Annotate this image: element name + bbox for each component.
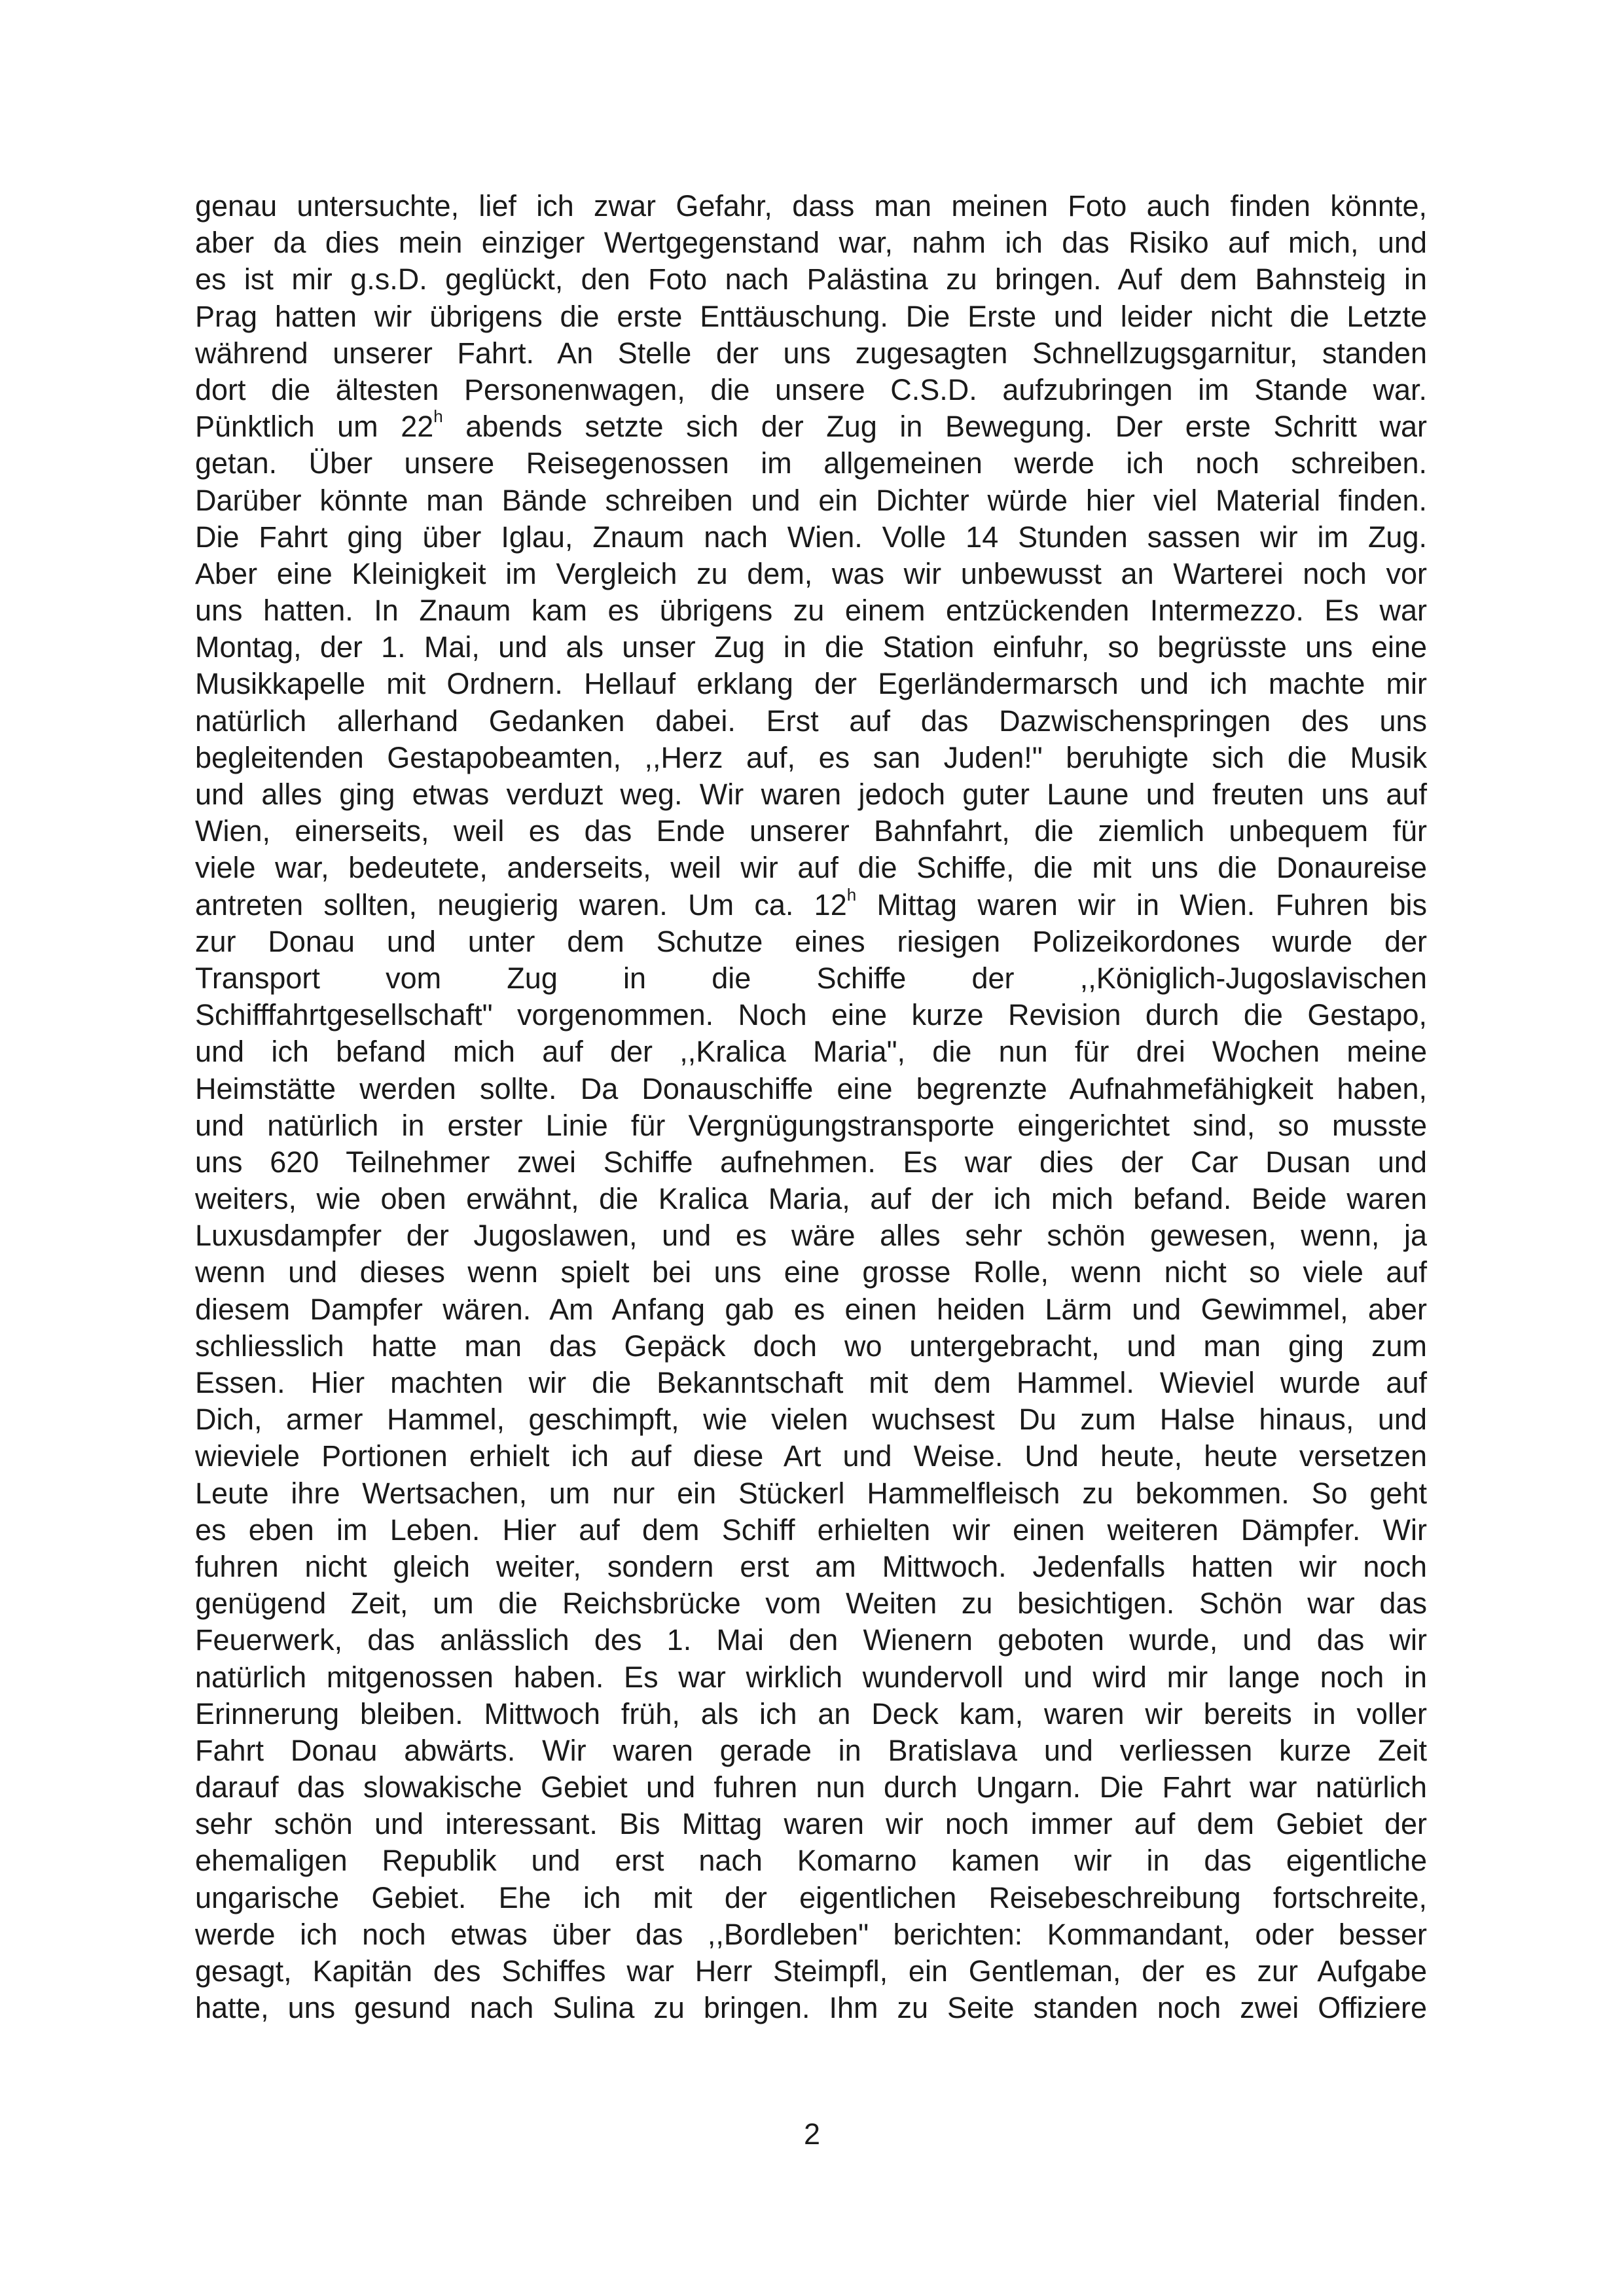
body-text (195, 188, 1427, 2026)
text-line: schliesslich hatte man das Gepäck doch wo untergebracht, und man ging zum (195, 1329, 1427, 1363)
text-line: Aber eine Kleinigkeit im Vergleich zu dem, was wir unbewusst an Warterei noch vor (195, 556, 1427, 590)
text-line: uns hatten. In Znaum kam es übrigens zu einem entzückenden Intermezzo. Es war (195, 594, 1427, 628)
text-line (195, 408, 1427, 445)
text-segment: Pünktlich um 22 (195, 410, 434, 444)
text-line: Fahrt Donau abwärts. Wir waren gerade in Bratislava und verliessen kurze Zeit (195, 1733, 1427, 1767)
text-line: dort die ältesten Personenwagen, die unsere C.S.D. aufzubringen im Stande war. (195, 372, 1427, 406)
text-line: Montag, der 1. Mai, und als unser Zug in die Station einfuhr, so begrüsste uns eine (195, 630, 1427, 664)
text-line: natürlich mitgenossen haben. Es war wirklich wundervoll und wird mir lange noch in (195, 1660, 1427, 1694)
text-line: begleitenden Gestapobeamten, ,,Herz auf, es san Juden!" beruhigte sich die Musik (195, 740, 1427, 774)
text-line: genügend Zeit, um die Reichsbrücke vom Weiten zu besichtigen. Schön war das (195, 1587, 1427, 1621)
text-line: Darüber könnte man Bände schreiben und ein Dichter würde hier viel Material finden. (195, 483, 1427, 517)
text-line: Musikkapelle mit Ordnern. Hellauf erklang der Egerländermarsch und ich machte mir (195, 667, 1427, 701)
text-line: Feuerwerk, das anlässlich des 1. Mai den Wienern geboten wurde, und das wir (195, 1623, 1427, 1657)
text-line: Die Fahrt ging über Iglau, Znaum nach Wien. Volle 14 Stunden sassen wir im Zug. (195, 520, 1427, 554)
text-line (195, 884, 1427, 924)
text-segment: Mittag waren wir in Wien. Fuhren bis (856, 888, 1427, 922)
text-line: Schifffahrtgesellschaft" vorgenommen. Noch eine kurze Revision durch die Gestapo, (195, 998, 1427, 1032)
text-line: Essen. Hier machten wir die Bekanntschaft mit dem Hammel. Wieviel wurde auf (195, 1366, 1427, 1399)
text-line: sehr schön und interessant. Bis Mittag waren wir noch immer auf dem Gebiet der (195, 1807, 1427, 1841)
text-line: weiters, wie oben erwähnt, die Kralica Maria, auf der ich mich befand. Beide waren (195, 1182, 1427, 1216)
text-line: diesem Dampfer wären. Am Anfang gab es einen heiden Lärm und Gewimmel, aber (195, 1292, 1427, 1326)
text-line: ungarische Gebiet. Ehe ich mit der eigentlichen Reisebeschreibung fortschreite, (195, 1880, 1427, 1914)
superscript-hour: h (433, 406, 443, 427)
text-line: und alles ging etwas verduzt weg. Wir waren jedoch guter Laune und freuten uns auf (195, 778, 1427, 811)
text-line: Wien, einerseits, weil es das Ende unserer Bahnfahrt, die ziemlich unbequem für (195, 814, 1427, 848)
text-line: fuhren nicht gleich weiter, sondern erst am Mittwoch. Jedenfalls hatten wir noch (195, 1549, 1427, 1583)
text-line: und ich befand mich auf der ,,Kralica Maria", die nun für drei Wochen meine (195, 1035, 1427, 1069)
text-line: natürlich allerhand Gedanken dabei. Erst auf das Dazwischenspringen des uns (195, 704, 1427, 738)
text-line: Luxusdampfer der Jugoslawen, und es wäre alles sehr schön gewesen, wenn, ja (195, 1219, 1427, 1253)
text-line: hatte, uns gesund nach Sulina zu bringen. Ihm zu Seite standen noch zwei Offiziere (195, 1991, 1427, 2025)
text-line: wieviele Portionen erhielt ich auf diese Art und Weise. Und heute, heute versetzen (195, 1439, 1427, 1473)
text-segment: antreten sollten, neugierig waren. Um ca. 12 (195, 888, 847, 922)
text-segment: abends setzte sich der Zug in Bewegung. Der erste Schritt war (442, 410, 1427, 444)
text-line: Dich, armer Hammel, geschimpft, wie vielen wuchsest Du zum Halse hinaus, und (195, 1403, 1427, 1437)
text-line: es eben im Leben. Hier auf dem Schiff erhielten wir einen weiteren Dämpfer. Wir (195, 1513, 1427, 1547)
text-line: Transport vom Zug in die Schiffe der ,,Königlich-Jugoslavischen (195, 961, 1427, 995)
text-line: getan. Über unsere Reisegenossen im allgemeinen werde ich noch schreiben. (195, 446, 1427, 480)
superscript-hour: h (846, 884, 857, 905)
page-number: 2 (803, 2117, 821, 2151)
text-line: Erinnerung bleiben. Mittwoch früh, als ich an Deck kam, waren wir bereits in voller (195, 1696, 1427, 1731)
text-line: werde ich noch etwas über das ,,Bordleben" berichten: Kommandant, oder besser (195, 1917, 1427, 1951)
text-line: gesagt, Kapitän des Schiffes war Herr Steimpfl, ein Gentleman, der es zur Aufgabe (195, 1954, 1427, 1988)
text-line: es ist mir g.s.D. geglückt, den Foto nach Palästina zu bringen. Auf dem Bahnsteig in (195, 262, 1427, 296)
text-line: aber da dies mein einziger Wertgegenstand war, nahm ich das Risiko auf mich, und (195, 226, 1427, 260)
text-line: genau untersuchte, lief ich zwar Gefahr, dass man meinen Foto auch finden könnte, (195, 189, 1427, 223)
text-line: darauf das slowakische Gebiet und fuhren nun durch Ungarn. Die Fahrt war natürlich (195, 1770, 1427, 1804)
text-line: Prag hatten wir übrigens die erste Enttäuschung. Die Erste und leider nicht die Letzte (195, 299, 1427, 333)
text-line: und natürlich in erster Linie für Vergnügungstransporte eingerichtet sind, so musste (195, 1108, 1427, 1142)
text-line: Leute ihre Wertsachen, um nur ein Stückerl Hammelfleisch zu bekommen. So geht (195, 1476, 1427, 1510)
text-line: ehemaligen Republik und erst nach Komarno kamen wir in das eigentliche (195, 1844, 1427, 1878)
text-line: viele war, bedeutete, anderseits, weil wir auf die Schiffe, die mit uns die Donaureise (195, 851, 1427, 885)
text-line: Heimstätte werden sollte. Da Donauschiffe eine begrenzte Aufnahmefähigkeit haben, (195, 1071, 1427, 1105)
text-line: während unserer Fahrt. An Stelle der uns zugesagten Schnellzugsgarnitur, standen (195, 336, 1427, 370)
text-line: zur Donau und unter dem Schutze eines riesigen Polizeikordones wurde der (195, 924, 1427, 958)
text-line: uns 620 Teilnehmer zwei Schiffe aufnehmen. Es war dies der Car Dusan und (195, 1145, 1427, 1179)
text-line: wenn und dieses wenn spielt bei uns eine grosse Rolle, wenn nicht so viele auf (195, 1255, 1427, 1289)
